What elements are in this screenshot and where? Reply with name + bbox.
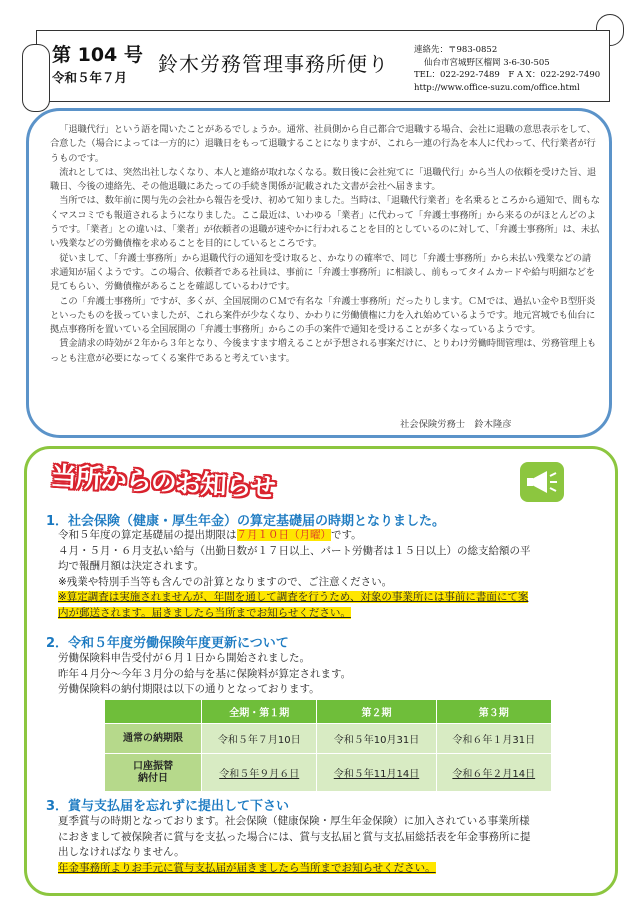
table-cell-value: 令和５年11月14日: [333, 769, 420, 780]
newsletter-title: 鈴木労務管理事務所便り: [158, 52, 389, 76]
s2-line2: 昨年４月分～今年３月分の給与を基に保険料が算定されます。: [58, 667, 352, 680]
table-header-cell: 全期・第１期: [202, 700, 317, 724]
section-3-body: [58, 814, 608, 876]
table-header-cell: 第３期: [436, 700, 551, 724]
row-label-transfer: [105, 754, 202, 792]
s1-line1c: です。: [331, 529, 362, 541]
table-cell-value: 令和５年９月６日: [219, 769, 300, 780]
table-cell: [317, 754, 436, 792]
article-text: [50, 123, 600, 366]
s1-line3: 均で報酬月額は決定されます。: [58, 560, 205, 572]
s1-line4: ※残業や特別手当等も含んでの計算となりますので、ご注意ください。: [58, 575, 393, 588]
deadline-highlight: ７月１０日（月曜）: [236, 529, 331, 541]
megaphone-icon: [520, 462, 564, 502]
table-row: [105, 724, 552, 754]
s1-line6: 内が郵送されます。届きましたら当所までお知らせください。: [58, 606, 351, 619]
section-2-body: [58, 651, 606, 698]
contact-address: 仙台市宮城野区榴岡 3-6-30-505: [424, 57, 550, 68]
s1-line2: ４月・５月・６月支払い給与（出勤日数が１７日以上、パート労働者は１５日以上）の総支給額の平: [58, 544, 531, 557]
s3-line4: 年金事務所よりお手元に賞与支払届が届きましたら当所までお知らせください。: [58, 861, 436, 874]
s1-line5: ※算定調査は実施されませんが、年間を通して調査を行うため、対象の事業所には事前に書面にて案: [58, 591, 529, 603]
table-cell: 令和５年７月10日: [202, 724, 317, 754]
section-3-heading: 3．賞与支払届を忘れずに提出して下さい: [46, 799, 290, 814]
issue-number: 第 104 号: [52, 44, 143, 66]
table-header-row: [105, 700, 552, 724]
s3-line2: におきまして被保険者に賞与を支払った場合には、賞与支払届と賞与支払届総括表を年金事務所に提: [58, 830, 531, 843]
contact-info: [414, 44, 600, 94]
s3-line3: 出しなければなりません。: [58, 846, 185, 858]
s1-line1a: 令和５年度の算定基礎届の提出期限は: [58, 529, 237, 541]
article-paragraph: 「退職代行」という語を聞いたことがあるでしょうか。通常、社員側から自己都合で退職する場合、会社に退職の意思表示をして、合意した（場合によっては一方的に）退職日をもって退職することになりますが、これら一連の行為を本人に代わって、代行業者が行うものです。: [50, 124, 596, 164]
payment-schedule-table: [104, 699, 552, 792]
row-label-transfer-b: 納付日: [138, 772, 168, 784]
article-paragraph: 賃金請求の時効が２年から３年となり、今後ますます増えることが予想される事案だけに、とりわけ労働時間管理は、労務管理上もっとも注意が必要になってくる案件であると考えています。: [50, 338, 597, 364]
section-2-heading: 2．令和５年度労働保険年度更新について: [46, 636, 289, 651]
row-label-transfer-a: 口座振替: [133, 760, 173, 772]
article-paragraph: この「弁護士事務所」ですが、多くが、全国展開のＣＭで有名な「弁護士事務所」だったりします。ＣＭでは、過払い金やＢ型肝炎といったものを扱っていましたが、これら案件が少なくなり、かわりに労働債権に力を入れ始めているようです。地元宮城でも仙台に拠点事務所を置いている全国展開の「弁護士事務所」からこの手の案件で通知を受けることが多くなっているようです。: [50, 295, 596, 336]
row-label-regular: 通常の納期限: [105, 724, 202, 754]
section-1-body: [58, 528, 606, 621]
s2-line1: 労働保険料申告受付が６月１日から開始されました。: [58, 652, 310, 664]
contact-phone: TEL：022-292-7489 F A X：022-292-7490: [414, 70, 601, 80]
s2-line3: 労働保険料の納付期限は以下の通りとなっております。: [58, 683, 320, 695]
issue-date: 令和５年７月: [52, 70, 128, 85]
notice-title: 当所からのお知らせ: [50, 461, 276, 504]
article-paragraph: 従いまして、「弁護士事務所」から退職代行の通知を受け取ると、かなりの確率で、同じ「弁護士事務所」から未払い残業などの請求通知が届くようです。この場合、依頼者である社員は、事前に「弁護士事務所」に相談し、前もってタイムカードや給与明細などを見てもらい、労働債権があることを確認しているわけです。: [50, 252, 595, 293]
article-paragraph: 当所では、数年前に関与先の会社から報告を受け、初めて知りました。当時は、「退職代行業者」を名乗るところから通知で、間もなくマスコミでも報道されるようになりました。ここ最近は、いわゆる「業者」に代わって「弁護士事務所」から来るのがほとんどのようです。「業者」との違いは、「業者」が依頼者の退職が速やかに行われることを目的としているのに対して、「弁護士事務所」は、未払い残業などの労働債権を求めることを目的にしているところです。: [50, 195, 600, 250]
contact-address-label: 連絡先：〒983-0852: [414, 45, 498, 55]
table-cell: [202, 754, 317, 792]
table-cell: 令和５年10月31日: [317, 724, 436, 754]
table-header-cell: 第２期: [317, 700, 436, 724]
scroll-curl-left: [22, 44, 50, 112]
article-author: 社会保険労務士 鈴木隆彦: [400, 419, 512, 430]
article-paragraph: 流れとしては、突然出社しなくなり、本人と連絡が取れなくなる。数日後に会社宛てに「退職代行」から当人の依頼を受けた旨、退職日、今後の連絡先、その他退職にあたっての手続き関係が記載された文書が会社へ届きます。: [50, 166, 597, 193]
table-cell: 令和６年１月31日: [436, 724, 551, 754]
section-1-heading: 1．社会保険（健康・厚生年金）の算定基礎届の時期となりました。: [46, 514, 446, 529]
table-header-cell: [105, 700, 202, 724]
s3-line1: 夏季賞与の時期となっております。社会保険（健康保険・厚生年金保険）に加入されている事業所様: [58, 815, 530, 827]
table-cell-value: 令和６年２月14日: [452, 769, 536, 780]
table-row: [105, 754, 552, 792]
table-cell: [436, 754, 551, 792]
contact-url[interactable]: http://www.office-suzu.com/office.html: [414, 82, 580, 93]
